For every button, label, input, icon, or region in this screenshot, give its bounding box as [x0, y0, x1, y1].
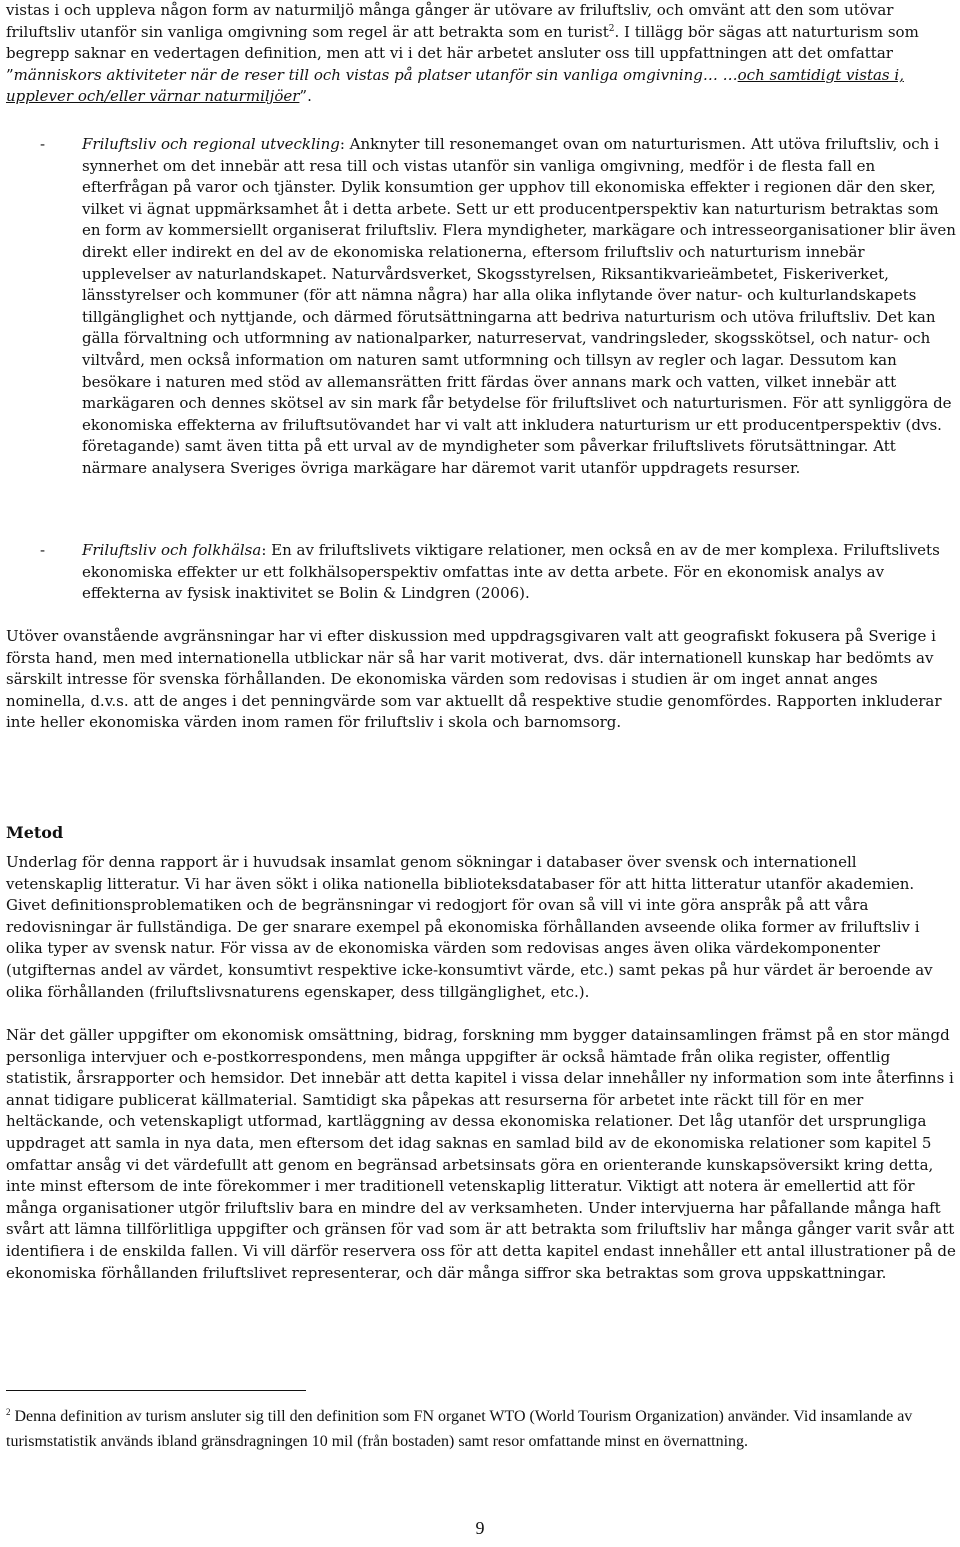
method-paragraph-2: När det gäller uppgifter om ekonomisk omsättning, bidrag, forskning mm bygger datainsamlingen främst på en stor mängd personliga intervjuer och e-postkorrespondens, men många uppgifter är också hämtade från olika register, offentlig statistik, årsrapporter och hemsidor. Det innebär att detta kapitel i vissa delar innehåller ny information som inte återfinns i annat tidigare publicerat källmaterial. Samtidigt ska påpekas att resurserna för arbetet inte räckt till för en mer heltäckande, och vetenskapligt utformad, kartläggning av dessa ekonomiska relationer. Det låg utanför det ursprungliga uppdraget att samla in nya data, men eftersom det idag saknas en samlad bild av de ekonomiska relationer som kapitel 5 omfattar ansåg vi det värdefullt att genom en begränsad arbetsinsats göra en orienterande kunskapsöversikt kring detta, inte minst eftersom de inte förekommer i mer traditionell vetenskaplig litteratur. Viktigt att notera är emellertid att för många organisationer utgör friluftsliv bara en mindre del av verksamheten. Under intervjuerna har påfallande många haft svårt att lämna tillförlitliga uppgifter och gränsen för vad som är att betrakta som friluftsliv har många gånger varit svår att identifiera i de enskilda fallen. Vi vill därför reservera oss för att detta kapitel endast innehåller ett antal illustrationer på de ekonomiska förhållanden friluftslivet representerar, och där många siffror ska betraktas som grova uppskattningar. — [6, 1026, 956, 1282]
bullet-dash: - — [40, 541, 46, 559]
footnote-number: 2 — [6, 1407, 11, 1417]
definition-quote: människors aktiviteter när de reser till och vistas på platser utanför sin vanliga omgivning… … — [13, 65, 738, 84]
definition-quote-underlined: och samtidigt vistas i, upplever och/eller värnar naturmiljöer — [6, 65, 904, 106]
list-item-text: : Anknyter till resonemanget ovan om naturturismen. Att utöva friluftsliv, och i synnerhet om det innebär att resa till och vistas utanför sin vanliga omgivning, medför i de flesta fall en efterfrågan på varor och tjänster. Dylik konsumtion ger upphov till ekonomiska effekter i regionen där den sker, vilket vi ägnat uppmärksamhet åt i detta arbete. Sett ur ett producentperspektiv kan naturturism betraktas som en form av kommersiellt organiserat friluftsliv. Flera myndigheter, markägare och intresseorganisationer blir även direkt eller indirekt en del av de ekonomiska relationerna, eftersom friluftsliv och naturturism innebär upplevelser av naturlandskapet. Naturvårdsverket, Skogsstyrelsen, Riksantikvarieämbetet, Fiskeriverket, länsstyrelser och kommuner (för att nämna några) har alla olika inflytande över natur- och kulturlandskapets tillgänglighet och nyttjande, och därmed förutsättningarna att bedriva naturturism och utöva friluftsliv. Det kan gälla förvaltning och utformning av nationalparker, naturreservat, vandringsleder, skogsskötsel, och natur- och viltvård, men också information om naturen samt utformning och tillsyn av regler och lagar. Dessutom kan besökare i naturen med stöd av allemansrätten fritt färdas över annans mark och vatten, vilket innebär att markägaren och dennes skötsel av sin mark får betydelse för friluftslivet och naturturismen. För att synliggöra de ekonomiska effekterna av friluftsutövandet har vi valt att inkludera naturturism ur ett producentperspektiv (dvs. företagande) samt även titta på ett urval av de myndigheter som påverkar friluftslivets förutsättningar. Att närmare analysera Sveriges övriga markägare har däremot varit utanför uppdragets resurser. — [82, 135, 956, 477]
method-paragraph-1: Underlag för denna rapport är i huvudsak insamlat genom sökningar i databaser över svensk och internationell vetenskaplig litteratur. Vi har även sökt i olika nationella biblioteksdatabaser för att hitta litteratur utanför akademien. Givet definitionsproblematiken och de begränsningar vi redogjort för ovan så vill vi inte göra anspråk på att våra redovisningar är fullständiga. De ger snarare exempel på ekonomiska förhållanden avseende olika former av friluftsliv i olika typer av svensk natur. För vissa av de ekonomiska värden som redovisas anges även olika värdekomponenter (utgifternas andel av värdet, konsumtivt respektive icke-konsumtivt värde, etc.) samt pekas på hur värdet är beroende av olika förhållanden (friluftslivsnaturens egenskaper, dess tillgänglighet, etc.). — [6, 853, 933, 1001]
footnote-text: Denna definition av turism ansluter sig till den definition som FN organet WTO (World Tourism Organization) använder. Vid insamlande av turismstatistik används ibland gränsdragningen 10 mil (från bostaden) samt resor omfattande minst en övernattning. — [6, 1408, 913, 1450]
list-item-regional — [6, 134, 956, 480]
scope-paragraph: Utöver ovanstående avgränsningar har vi efter diskussion med uppdragsgivaren valt att geografiskt fokusera på Sverige i första hand, men med internationella utblickar när så har varit motiverat, dvs. där internationell kunskap har bedömts av särskilt intresse för svenska förhållanden. De ekonomiska värden som redovisas i studien är om inget annat anges nominella, d.v.s. att de anges i det penningvärde som var aktuellt då respektive studie genomfördes. Rapporten inkluderar inte heller ekonomiska värden inom ramen för friluftsliv i skola och barnomsorg. — [6, 627, 942, 732]
page-number: 9 — [475, 1518, 485, 1538]
list-item-title: Friluftsliv och folkhälsa — [82, 541, 262, 559]
quote-end: ”. — [299, 87, 312, 106]
intro-paragraph — [6, 0, 956, 108]
list-item-folkhalsa — [6, 540, 956, 605]
footnote — [6, 1404, 956, 1454]
list-item-title: Friluftsliv och regional utveckling — [82, 135, 340, 153]
section-heading-metod: Metod — [6, 823, 64, 842]
intro-text-continued: . I tillägg bör sägas att naturturism som begrepp saknar en vedertagen definition, men att vi i det här arbetet ansluter oss till uppfattningen att det omfattar ” — [6, 22, 919, 84]
footnote-reference[interactable]: 2 — [608, 23, 615, 34]
footnote-divider — [6, 1390, 306, 1391]
list-item-text: : En av friluftslivets viktigare relationer, men också en av de mer komplexa. Friluftslivets ekonomiska effekter ur ett folkhälsoperspektiv omfattas inte av detta arbete. För en ekonomisk analys av effekterna av fysisk inaktivitet se Bolin & Lindgren (2006). — [82, 541, 940, 603]
intro-text: vistas i och uppleva någon form av naturmiljö många gånger är utövare av friluftsliv, och omvänt att den som utövar friluftsliv utanför sin vanliga omgivning som regel är att betrakta som en turist — [6, 1, 894, 41]
bullet-dash: - — [40, 135, 46, 153]
